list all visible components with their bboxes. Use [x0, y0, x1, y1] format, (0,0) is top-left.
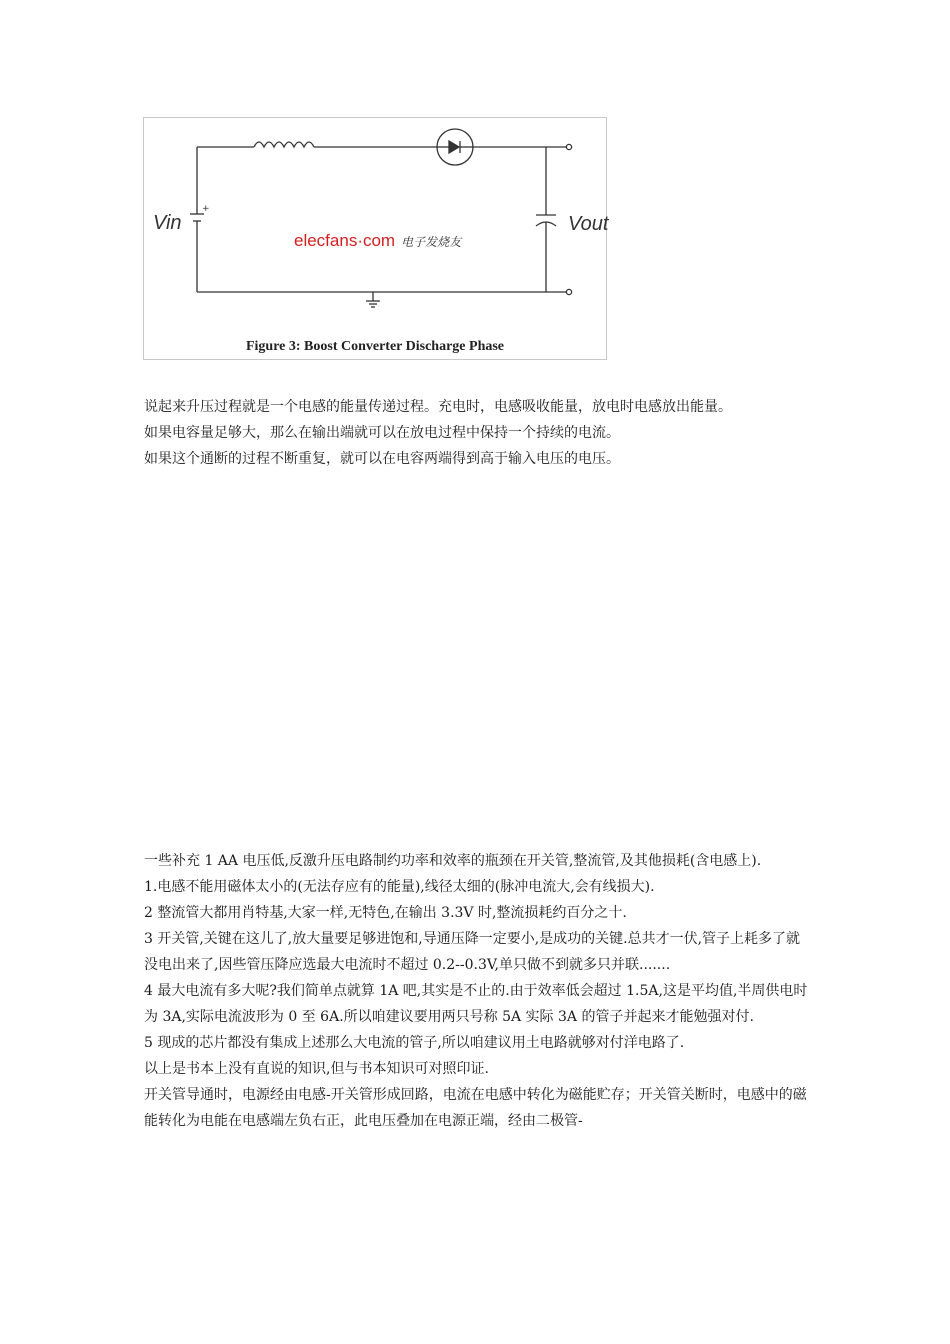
watermark-cn-text: 电子发烧友	[401, 235, 462, 249]
vout-terminal-bottom	[566, 289, 571, 294]
paragraph: 5 现成的芯片都没有集成上述那么大电流的管子,所以咱建议用土电路就够对付洋电路了.	[144, 1035, 685, 1051]
paragraph: 2 整流管大都用肖特基,大家一样,无特色,在输出 3.3V 时,整流损耗约百分之十.	[144, 905, 627, 921]
paragraph: 说起来升压过程就是一个电感的能量传递过程。充电时，电感吸收能量，放电时电感放出能量。	[144, 399, 732, 415]
paragraph: 1.电感不能用磁体太小的(无法存应有的能量),线径太细的(脉冲电流大,会有线损大).	[144, 879, 655, 895]
boost-converter-figure	[143, 117, 607, 360]
paragraph: 如果电容量足够大，那么在输出端就可以在放电过程中保持一个持续的电流。	[144, 425, 620, 441]
paragraph: 开关管导通时，电源经由电感-开关管形成回路，电流在电感中转化为磁能贮存；开关管关断时，电感中的磁能转化为电能在电感端左负右正，此电压叠加在电源正端，经由二极管-	[144, 1087, 807, 1129]
paragraph: 一些补充 1 AA 电压低,反激升压电路制约功率和效率的瓶颈在开关管,整流管,及其他损耗(含电感上).	[144, 853, 762, 869]
inductor-symbol	[254, 142, 314, 147]
vout-terminal-top	[566, 144, 571, 149]
text-block-top	[144, 394, 808, 472]
svg-text:+: +	[202, 204, 210, 214]
figure-caption: Figure 3: Boost Converter Discharge Phase	[245, 339, 505, 354]
paragraph: 4 最大电流有多大呢?我们简单点就算 1A 吧,其实是不止的.由于效率低会超过 1.5A,这是平均值,半周供电时为 3A,实际电流波形为 0 至 6A.所以咱建议要用两只号称 5A 实际 3A 的管子并起来才能勉强对付.	[144, 983, 808, 1025]
paragraph: 3 开关管,关键在这儿了,放大量要足够进饱和,导通压降一定要小,是成功的关键.总共才一伏,管子上耗多了就没电出来了,因些管压降应选最大电流时不超过 0.2--0.3V,单只做不到就多只并联.......	[144, 931, 801, 973]
watermark-logo	[294, 231, 461, 251]
vout-label: Vout	[568, 213, 609, 235]
paragraph: 以上是书本上没有直说的知识,但与书本知识可对照印证.	[144, 1061, 489, 1077]
text-block-bottom	[144, 848, 808, 1134]
vin-label: Vin	[153, 212, 182, 234]
watermark-logo-text: elecfans·com	[294, 231, 396, 250]
paragraph: 如果这个通断的过程不断重复，就可以在电容两端得到高于输入电压的电压。	[144, 451, 620, 467]
diode-symbol	[449, 141, 459, 153]
